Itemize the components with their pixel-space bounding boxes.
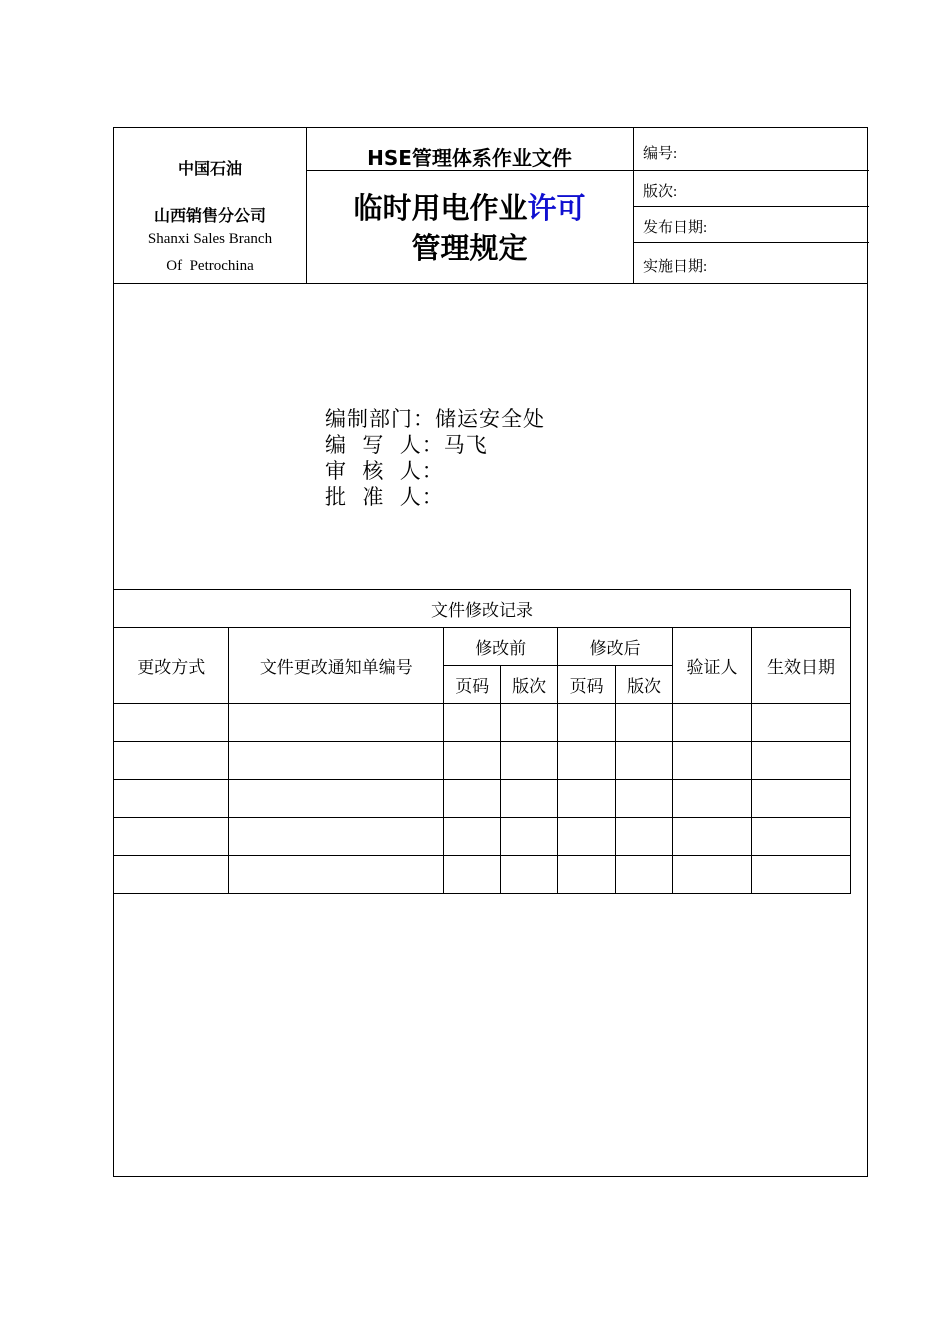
- field-issue-date: 发布日期:: [643, 220, 708, 236]
- document-title: [306, 188, 633, 268]
- revision-table-title: 文件修改记录: [114, 590, 851, 628]
- document-frame: [113, 127, 868, 1177]
- table-row: [114, 818, 851, 856]
- writer: 编 写 人：马飞: [325, 433, 488, 457]
- approver: 批 准 人：: [325, 485, 444, 509]
- system-title: HSE管理体系作业文件: [367, 146, 572, 170]
- company-name-en-2: Of Petrochina: [166, 258, 254, 274]
- document-title-part1: 临时用电作业: [353, 191, 528, 225]
- compiling-department: 编制部门：储运安全处: [325, 407, 545, 431]
- col-after-page: 页码: [558, 666, 616, 704]
- revision-table: [114, 589, 851, 894]
- document-title-part2: 管理规定: [411, 231, 528, 265]
- col-after: 修改后: [558, 628, 673, 666]
- table-row: [114, 780, 851, 818]
- field-effective-date: 实施日期:: [643, 259, 708, 275]
- document-title-highlight: 许可: [527, 191, 586, 225]
- col-before: 修改前: [444, 628, 558, 666]
- field-number: 编号:: [643, 146, 678, 162]
- col-before-version: 版次: [501, 666, 558, 704]
- col-verifier: 验证人: [673, 628, 752, 704]
- field-version: 版次:: [643, 184, 678, 200]
- company-name-cn-1: 中国石油: [177, 159, 242, 178]
- table-row: [114, 742, 851, 780]
- company-name-cn-2: 山西销售分公司: [153, 206, 266, 225]
- col-change-method: 更改方式: [114, 628, 229, 704]
- meta-divider-3: [633, 242, 869, 243]
- col-notice-no: 文件更改通知单编号: [229, 628, 444, 704]
- meta-divider-2: [633, 206, 869, 207]
- col-before-page: 页码: [444, 666, 501, 704]
- company-name-en-1: Shanxi Sales Branch: [147, 231, 273, 247]
- company-block: [114, 128, 306, 283]
- col-effective-date: 生效日期: [751, 628, 850, 704]
- col-after-version: 版次: [616, 666, 673, 704]
- table-row: [114, 856, 851, 894]
- reviewer: 审 核 人：: [325, 459, 444, 483]
- personnel-block: [325, 406, 545, 510]
- meta-divider-1: [633, 170, 869, 171]
- table-row: [114, 704, 851, 742]
- header-bottom-line: [114, 283, 867, 284]
